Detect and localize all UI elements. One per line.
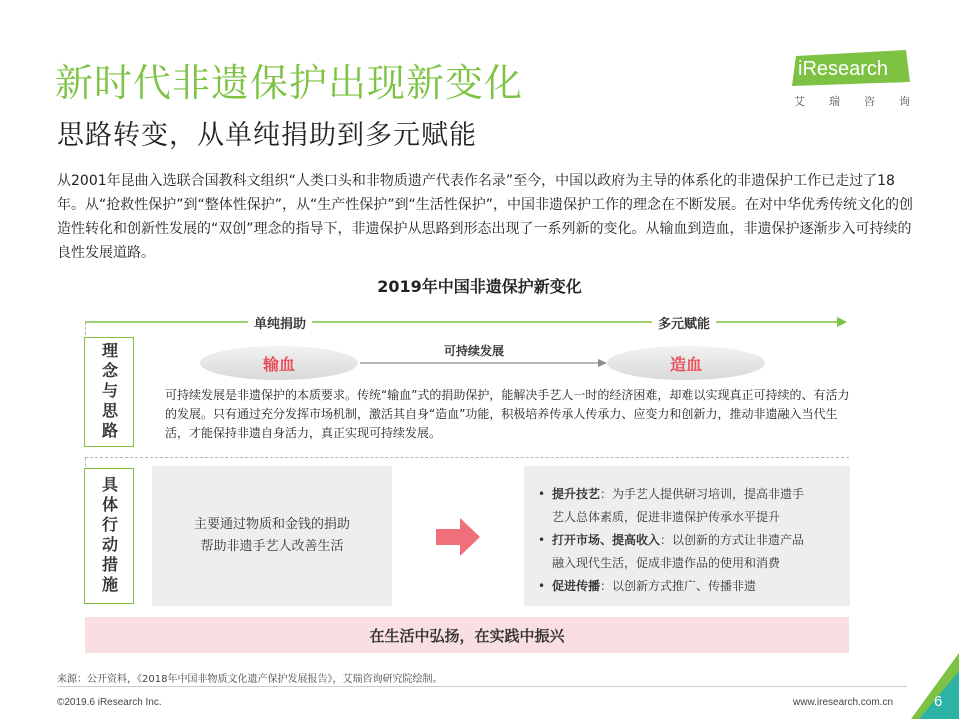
copyright: ©2019.6 iResearch Inc. xyxy=(57,697,162,708)
old-approach-line: 帮助非遗手艺人改善生活 xyxy=(200,539,344,554)
logo-cn-char: 艾 xyxy=(794,95,805,108)
logo-cn-char: 询 xyxy=(899,95,910,108)
page-title: 新时代非遗保护出现新变化 xyxy=(55,61,524,105)
item-heading: 促进传播 xyxy=(552,579,601,593)
list-item xyxy=(538,529,850,552)
item-text: ：以创新方式推广、传播非遗 xyxy=(600,579,757,593)
item-heading: 打开市场、提高收入 xyxy=(552,533,661,547)
footer-divider xyxy=(57,686,907,687)
ellipse-hematopoiesis: 造血 xyxy=(607,346,765,380)
sustainable-label: 可持续发展 xyxy=(444,344,505,358)
right-arrow-icon xyxy=(436,518,480,556)
old-approach-box xyxy=(152,466,392,606)
section-label-text: 理念与思路 xyxy=(99,342,119,442)
list-item xyxy=(538,483,850,506)
website-link[interactable]: www.iresearch.com.cn xyxy=(793,697,894,708)
source-note: 来源：公开资料，《2018年中国非物质文化遗产保护发展报告》，艾瑞咨询研究院绘制。 xyxy=(57,674,443,685)
sustainable-arrow-icon xyxy=(360,358,608,368)
old-approach-line: 主要通过物质和金钱的捐助 xyxy=(193,517,350,532)
item-continuation: 艺人总体素质，促进非遗保护传承水平提升 xyxy=(552,510,781,524)
dashed-divider xyxy=(85,457,849,458)
intro-paragraph: 从2001年昆曲入选联合国教科文组织“人类口头和非物质遗产代表作名录”至今，中国以政府为主导的体系化的非遗保护工作已走过了18年。从“抢救性保护”到“整体性保护”，从“生产性保护”到“生活性保护”，中国非遗保护工作的理念在不断发展。在对中华优秀传统文化的创造性转化和创新性发展的“双创”理念的指导下，非遗保护从思路到形态出现了一系列新的变化。从输血到造血，非遗保护逐渐步入可持续的良性发展道路。 xyxy=(57,173,914,261)
page-subtitle: 思路转变，从单纯捐助到多元赋能 xyxy=(57,120,477,151)
item-text: ：为手艺人提供研习培训，提高非遗手 xyxy=(600,487,805,501)
item-heading: 提升技艺 xyxy=(552,487,601,501)
progress-arrow-line xyxy=(85,321,847,323)
item-continuation: 融入现代生活，促成非遗作品的使用和消费 xyxy=(552,556,781,570)
logo-cn-text xyxy=(794,93,910,109)
to-label: 多元赋能 xyxy=(652,313,716,332)
item-text: ：以创新的方式让非遗产品 xyxy=(660,533,805,547)
conclusion-bar: 在生活中弘扬，在实践中振兴 xyxy=(85,617,849,653)
logo-cn-char: 咨 xyxy=(864,95,875,108)
page-number: 6 xyxy=(934,693,943,710)
section-label-theory xyxy=(84,337,134,447)
section-label-text: 具体行动措施 xyxy=(99,476,119,596)
ellipse-transfusion: 输血 xyxy=(200,346,358,380)
section-label-actions xyxy=(84,468,134,604)
new-approach-box xyxy=(524,466,850,606)
theory-paragraph: 可持续发展是非遗保护的本质要求。传统“输血”式的捐助保护，能解决手艺人一时的经济困难，却难以实现真正可持续的、有活力的发展。只有通过充分发挥市场机制，激活其自身“造血”功能，积极培养传承人传承力、应变力和创新力，推动非遗融入当代生活，才能保持非遗自身活力，真正实现可持续发展。 xyxy=(165,388,850,440)
logo-wordmark: iResearch xyxy=(798,58,889,80)
iresearch-logo xyxy=(792,50,910,112)
from-label: 单纯捐助 xyxy=(248,313,312,332)
list-item xyxy=(538,575,850,598)
logo-cn-char: 瑞 xyxy=(829,95,840,108)
diagram-title: 2019年中国非遗保护新变化 xyxy=(377,277,582,296)
